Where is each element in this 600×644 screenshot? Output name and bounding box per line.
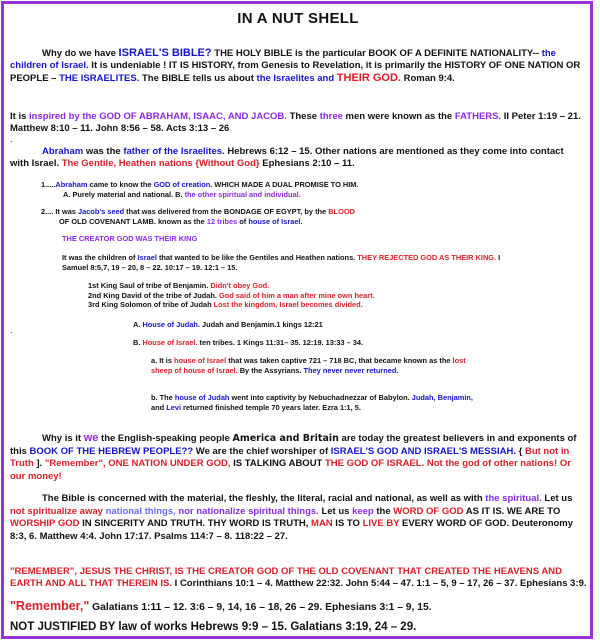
t: b. The <box>151 393 175 402</box>
t: Abraham <box>42 146 84 157</box>
t: ISRAEL'S GOD AND ISRAEL'S MESSIAH. <box>330 445 516 457</box>
t: was the <box>83 146 124 157</box>
t: of <box>237 216 249 226</box>
t: 2nd King David of the tribe of Judah. <box>88 290 219 300</box>
t: God said of him a man after mine own heart. <box>218 290 375 300</box>
t: IS TO <box>332 518 363 529</box>
house-a <box>133 320 573 330</box>
t: I Samuel 8:5,7, 19 – 20, 8 – 22. 10:17 – 19. 12:1 – 15. <box>62 253 501 272</box>
t: are today the greatest believers in and exponents of this <box>10 433 577 457</box>
t: OF OLD COVENANT LAMB. known as the <box>59 216 207 226</box>
t: lost sheep of house of Israel. <box>151 356 466 375</box>
t: GOD of creation. <box>153 180 213 189</box>
t: the English-speaking people <box>98 433 233 444</box>
t: three <box>319 111 343 122</box>
t: Israel <box>137 253 157 262</box>
t: IS TALKING ABOUT <box>230 458 325 469</box>
t: Abraham <box>55 180 88 189</box>
t: But not in Truth <box>10 445 570 469</box>
t: Galatians 1:11 – 12. 3:6 – 9, 14, 16 – 18, 26 – 29. Ephesians 3:1 – 9, 15. <box>89 602 432 613</box>
t: THEY REJECTED GOD AS THEIR KING. <box>357 253 497 262</box>
house-b <box>133 338 573 348</box>
page-title: IN A NUT SHELL <box>237 10 359 27</box>
house-b-point-b <box>151 393 477 412</box>
t: America and Britain <box>232 433 339 444</box>
t: ISRAEL'S BIBLE? <box>118 47 212 59</box>
t: 3rd King Solomon of tribe of Judah <box>88 300 214 309</box>
t: Not the god of other nations! Or our money! <box>10 458 571 482</box>
t: A. Purely material and national. B. <box>63 189 185 199</box>
t: nor nationalize spiritual things. <box>178 505 319 517</box>
t: By the Assyrians. <box>237 365 304 375</box>
t: Bible <box>61 493 85 504</box>
t: It is <box>10 111 30 122</box>
t: not spiritualize away <box>10 505 106 517</box>
t: Hebrews 6:12 – 15. Other nations are mentioned as they come into contact with Israel. <box>10 146 564 169</box>
t: house of Israel. <box>248 216 303 226</box>
t: These <box>286 111 320 122</box>
t: 12 tribes <box>206 216 238 226</box>
t: ten tribes. 1 Kings 11:31– 35. 12:19. 13:33 – 34. <box>197 338 364 347</box>
t: 1..... <box>41 180 56 189</box>
t: Jacob's seed <box>77 207 125 216</box>
t: "Remember," <box>10 599 90 613</box>
t: Why do we have <box>42 48 119 59</box>
t: "Remember", <box>44 458 106 469</box>
remember-galatians-line <box>10 599 590 615</box>
t: I Corinthians 10:1 – 4. Matthew 22:32. John 5:44 – 47. 1:1 – 5, 9 – 17, 26 – 37. Ephesians 3:9. <box>172 578 587 589</box>
english-speaking-paragraph <box>10 432 588 483</box>
t: THE HOLY BIBLE is the particular BOOK OF A DEFINITE NATIONALITY-- <box>211 48 542 59</box>
t: THEIR GOD. <box>336 72 401 84</box>
t: AS IT IS. WE ARE TO <box>463 505 561 517</box>
t: that was delivered from the BONDAGE OF EGYPT, by the <box>124 207 329 216</box>
t: house of Israel <box>174 356 227 365</box>
t: returned finished temple 70 years later. Ezra 1:1, 5. <box>181 402 361 412</box>
t: keep <box>352 505 374 517</box>
fathers-paragraph <box>10 111 584 135</box>
t: II Peter 1:19 – 21. Matthew 8:10 – 11. John 8:56 – 58. Acts 3:13 – 26 <box>10 111 581 134</box>
t: a. It is <box>151 356 175 365</box>
point-1 <box>41 180 581 199</box>
t: ONE NATION UNDER GOD, <box>108 458 231 469</box>
t: house of Judah <box>174 393 230 402</box>
t: "REMEMBER", JESUS THE CHRIST, IS THE CREATOR GOD OF THE OLD COVENANT THAT CREATED THE HEAVENS AND EARTH AND ALL THAT THEREIN IS. <box>10 566 562 589</box>
kings-list <box>88 281 538 310</box>
t: that was taken captive 721 – 718 BC, that became known as the <box>226 356 453 365</box>
t: the children of Israel. <box>10 48 556 71</box>
t: went into captivity by Nebuchadnezzar of Babylon. <box>229 393 412 402</box>
t: men were known as the <box>342 111 455 122</box>
t: House of Judah. <box>142 320 200 329</box>
separator-dot: . <box>10 134 13 144</box>
t: They never never returned. <box>303 365 399 375</box>
t: we <box>83 432 99 444</box>
t: MAN <box>311 518 333 529</box>
not-justified-line: NOT JUSTIFIED BY law of works Hebrews 9:9 – 15. Galatians 3:19, 24 – 29. <box>10 621 417 633</box>
t: THE GOD OF ISRAEL. <box>325 458 425 469</box>
t: FATHERS. <box>454 111 502 122</box>
point-2 <box>41 207 581 226</box>
t: The <box>42 493 62 504</box>
t: It was the children of <box>62 253 138 262</box>
t: Roman 9:4. <box>400 73 455 84</box>
t: the Israelites and <box>256 73 337 84</box>
t: the other spiritual and individual. <box>184 189 301 199</box>
t: THE ISRAELITES. <box>59 73 140 84</box>
t: Let us <box>541 493 573 504</box>
t: came to know the <box>87 180 154 189</box>
t: Didn't obey God. <box>210 281 270 290</box>
t: The BIBLE tells us about <box>139 73 257 84</box>
t: 2.... It was <box>41 207 78 216</box>
t: 1st King Saul of tribe of Benjamin. <box>88 281 211 290</box>
t: ]. <box>33 458 45 469</box>
t: and <box>151 402 167 412</box>
t: is concerned with the material, the fleshly, the literal, racial and national, as well as with <box>84 493 486 504</box>
creator-heading: THE CREATOR GOD WAS THEIR KING <box>62 234 198 243</box>
t: We are the chief worshiper of <box>193 445 331 457</box>
t: WORD OF GOD <box>393 505 464 517</box>
t: father of the Israelites. <box>123 146 225 157</box>
t: Ephesians 2:10 – 11. <box>259 158 355 169</box>
t: A. <box>133 320 143 329</box>
t: Let us <box>318 505 353 517</box>
abraham-paragraph <box>10 146 584 170</box>
t: EVERY WORD OF GOD. Deuteronomy 8:3, 6. Matthew 4:4. John 17:17. Psalms 114:7 – 8. 118:22 – 27. <box>10 518 574 542</box>
t: the spiritual. <box>485 493 542 504</box>
remember-creator-paragraph <box>10 566 588 590</box>
t: The Gentile, Heathen nations {Without God} <box>61 158 260 169</box>
t: Lost the kingdom, Israel becomes divided. <box>213 300 363 309</box>
t: IN SINCERITY AND TRUTH. THY WORD IS TRUTH, <box>79 518 312 529</box>
t: WORSHIP GOD <box>10 518 80 529</box>
separator-dot: . <box>10 325 13 335</box>
t: that wanted to be like the Gentiles and Heathen nations. <box>156 253 358 262</box>
t: national things, <box>105 505 176 517</box>
t: Judah, Benjamin, <box>411 393 473 402</box>
point-3 <box>62 253 502 272</box>
t: House of Israel. <box>142 338 198 347</box>
t: Levi <box>166 402 181 412</box>
t: Why is it <box>42 433 84 444</box>
t: WHICH MADE A DUAL PROMISE TO HIM. <box>212 180 359 189</box>
intro-paragraph <box>10 47 584 85</box>
t: LIVE BY <box>362 518 400 529</box>
t: the <box>373 505 394 517</box>
t: Judah and Benjamin.1 kings 12:21 <box>199 320 323 329</box>
bible-concern-paragraph <box>10 493 588 543</box>
house-b-point-a <box>151 356 477 375</box>
t: inspired by the GOD OF ABRAHAM, ISAAC, AND JACOB. <box>29 111 287 122</box>
t: { <box>515 445 525 457</box>
t: BLOOD <box>328 207 355 216</box>
t: It is undeniable ! IT IS HISTORY, from Genesis to Revelation, it is primarily the HISTORY OF ONE NATION OR PEOPLE – <box>10 60 581 84</box>
t: BOOK OF THE HEBREW PEOPLE?? <box>29 445 194 457</box>
t: B. <box>133 338 143 347</box>
